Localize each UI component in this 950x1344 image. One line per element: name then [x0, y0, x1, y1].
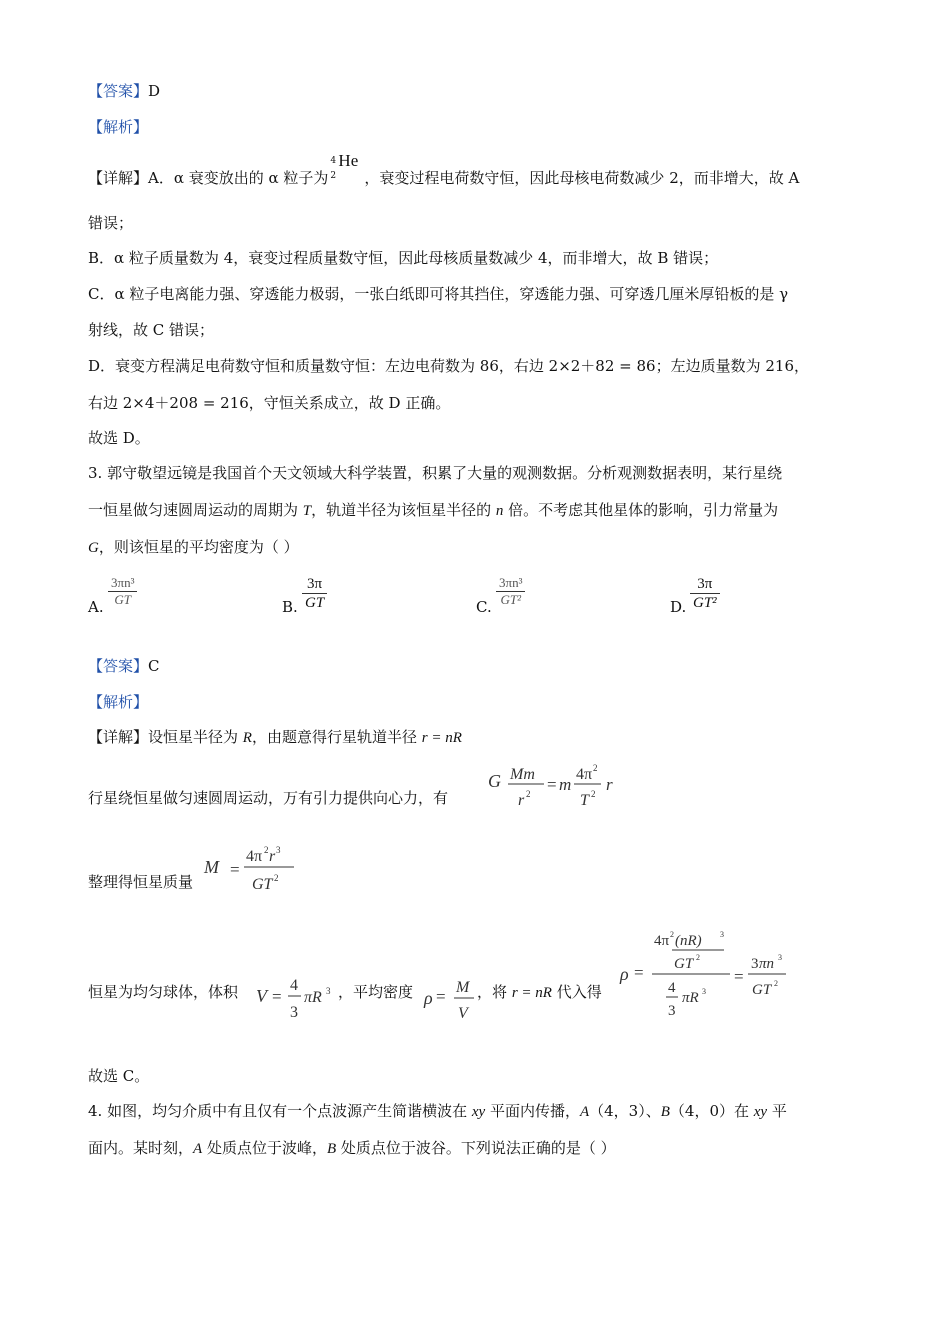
he-mass-number: 4 — [330, 156, 337, 166]
option-fraction — [496, 575, 525, 608]
he-symbol: He — [338, 151, 359, 170]
equation-graphic — [204, 845, 304, 897]
stem-text: 4. 如图，均匀介质中有且仅有一个点波源产生简谐横波在 — [88, 1102, 472, 1120]
stem-text: 处质点位于波谷。下列说法正确的是（ ） — [336, 1139, 616, 1157]
var-B: B — [660, 1104, 670, 1120]
option-label: B. — [282, 598, 298, 616]
svg-text:2: 2 — [274, 873, 279, 883]
answer-tag: 【答案】 — [88, 657, 149, 675]
var-xy: xy — [753, 1104, 768, 1120]
detail-text: 设恒星半径为 — [148, 728, 243, 746]
var-A: A — [579, 1104, 590, 1120]
q3-stem-2 — [88, 500, 778, 521]
svg-text:2: 2 — [593, 763, 598, 773]
stem-text: 倍。不考虑其他星体的影响，引力常量为 — [503, 501, 779, 519]
stem-text: ，轨道半径为该恒星半径的 — [311, 501, 496, 519]
var-A: A — [193, 1141, 203, 1157]
svg-text:ρ: ρ — [620, 964, 629, 984]
svg-text:GT: GT — [752, 982, 772, 998]
var-R: R — [242, 730, 252, 746]
volume-equation — [256, 972, 346, 1032]
fraction-numerator: 3π — [690, 575, 720, 594]
svg-text:=: = — [272, 987, 282, 1006]
svg-text:3: 3 — [668, 1003, 676, 1019]
svg-text:3: 3 — [702, 987, 706, 996]
equation-graphic — [424, 972, 484, 1028]
density-result-equation — [620, 928, 800, 1032]
detail-line-4: C．α 粒子电离能力强、穿透能力极弱，一张白纸即可将其挡住，穿透能力强、可穿透几厘米厚铅板的是 γ — [88, 285, 789, 303]
svg-text:4π: 4π — [654, 933, 670, 949]
fraction-denominator: GT² — [693, 595, 717, 611]
svg-text:2: 2 — [696, 953, 700, 962]
q3-detail-5: 故选 C。 — [88, 1067, 150, 1085]
svg-text:GT: GT — [674, 956, 694, 972]
svg-text:V: V — [256, 986, 267, 1006]
svg-text:πR: πR — [304, 989, 322, 1006]
fraction-numerator: 3πn³ — [108, 575, 137, 592]
fraction-numerator: 3πn³ — [496, 575, 525, 592]
detail-text: ，平均密度 — [338, 983, 414, 1001]
svg-text:=: = — [230, 860, 240, 879]
stem-text: 面内。某时刻， — [88, 1139, 194, 1157]
svg-text:(nR): (nR) — [675, 933, 702, 949]
detail-line-1 — [88, 151, 800, 188]
svg-text:=: = — [634, 963, 644, 982]
var-B: B — [326, 1141, 337, 1157]
option-label: D. — [670, 598, 687, 616]
detail-text: ，衰变过程电荷数守恒，因此母核电荷数减少 2，而非增大，故 A — [364, 169, 800, 187]
stem-text: （4，0）在 — [669, 1102, 754, 1120]
var-G: G — [88, 540, 99, 556]
svg-text:πR: πR — [682, 990, 699, 1006]
detail-line-7: 右边 2×4＋208 = 216，守恒关系成立，故 D 正确。 — [88, 394, 451, 412]
svg-text:3: 3 — [778, 953, 782, 962]
detail-text: 代入得 — [551, 983, 602, 1001]
detail-line-2: 错误； — [88, 214, 134, 232]
svg-text:T: T — [580, 792, 589, 809]
var-xy: xy — [471, 1104, 486, 1120]
answer-tag: 【答案】 — [88, 82, 149, 100]
q3-detail-1 — [88, 727, 462, 748]
stem-text: ，则该恒星的平均密度为（ ） — [98, 538, 299, 556]
fraction-denominator: GT — [305, 595, 325, 611]
option-fraction — [302, 575, 327, 612]
svg-text:πn: πn — [759, 956, 775, 972]
fraction-denominator: GT — [114, 592, 132, 607]
q3-detail-3: 整理得恒星质量 — [88, 873, 194, 891]
q3-analysis-tag: 【解析】 — [88, 693, 149, 711]
svg-text:r: r — [269, 848, 276, 865]
svg-text:M: M — [456, 979, 470, 996]
density-definition — [424, 972, 484, 1032]
svg-text:G: G — [488, 771, 501, 791]
mass-equation — [204, 845, 304, 901]
q3-stem-3 — [88, 537, 299, 558]
detail-text: ，由题意得行星轨道半径 — [251, 728, 422, 746]
svg-text:2: 2 — [670, 930, 674, 939]
q4-stem-2 — [88, 1138, 616, 1159]
answer-value: D — [148, 82, 161, 100]
svg-text:3: 3 — [326, 986, 331, 996]
svg-text:2: 2 — [264, 845, 269, 855]
stem-text: 一恒星做匀速圆周运动的周期为 — [88, 501, 303, 519]
stem-text: 平面内传播， — [485, 1102, 580, 1120]
inline-equation: r = nR — [421, 730, 462, 746]
helium-nuclide — [328, 151, 364, 183]
svg-text:3: 3 — [751, 956, 759, 972]
svg-text:r: r — [606, 775, 613, 794]
gravitation-equation — [488, 762, 628, 816]
detail-line-3: B．α 粒子质量数为 4，衰变过程质量数守恒，因此母核质量数减少 4，而非增大，故 B 错误； — [88, 249, 719, 267]
svg-text:r: r — [518, 792, 525, 809]
detail-line-8: 故选 D。 — [88, 429, 150, 447]
q4-stem-1 — [88, 1101, 787, 1122]
equation-graphic — [620, 928, 800, 1028]
detail-tag: 【详解】 — [88, 728, 149, 746]
svg-text:3: 3 — [290, 1004, 298, 1021]
he-charge-number: 2 — [330, 171, 337, 181]
svg-text:4: 4 — [290, 977, 298, 994]
answer-line — [88, 81, 160, 101]
svg-text:=: = — [547, 775, 557, 794]
svg-text:4π: 4π — [576, 766, 593, 783]
svg-text:4: 4 — [668, 980, 676, 996]
var-T: T — [302, 503, 312, 519]
svg-text:M: M — [204, 857, 219, 877]
detail-text: A．α 衰变放出的 α 粒子为 — [148, 169, 329, 187]
inline-equation: r = nR — [511, 985, 552, 1001]
option-fraction — [108, 575, 137, 608]
stem-text: 平 — [767, 1102, 787, 1120]
svg-text:4π: 4π — [246, 848, 263, 865]
answer-value: C — [148, 657, 160, 675]
svg-text:=: = — [436, 987, 446, 1006]
fraction-numerator: 3π — [302, 575, 327, 594]
svg-text:3: 3 — [720, 930, 724, 939]
detail-text: ，将 — [477, 983, 512, 1001]
fraction-denominator: GT² — [500, 592, 521, 607]
svg-text:2: 2 — [591, 789, 596, 799]
analysis-tag: 【解析】 — [88, 118, 149, 136]
svg-text:=: = — [734, 967, 744, 986]
detail-line-5: 射线，故 C 错误； — [88, 321, 215, 339]
svg-text:2: 2 — [774, 979, 778, 988]
q3-answer-line — [88, 656, 160, 676]
option-label: A. — [88, 598, 104, 616]
detail-tag: 【详解】 — [88, 169, 149, 187]
q3-stem-1: 3. 郭守敬望远镜是我国首个天文领域大科学装置，积累了大量的观测数据。分析观测数据表明，某行星绕 — [88, 464, 783, 482]
svg-text:2: 2 — [526, 789, 531, 799]
detail-text: 恒星为均匀球体，体积 — [88, 983, 239, 1001]
stem-text: 处质点位于波峰， — [202, 1139, 327, 1157]
stem-text: （4，3）、 — [589, 1102, 661, 1120]
equation-graphic — [488, 762, 628, 812]
svg-text:V: V — [458, 1005, 468, 1022]
q3-detail-2: 行星绕恒星做匀速圆周运动，万有引力提供向心力，有 — [88, 789, 449, 807]
svg-text:m: m — [559, 775, 572, 794]
svg-text:GT: GT — [252, 876, 273, 893]
option-fraction — [690, 575, 720, 612]
svg-text:Mm: Mm — [510, 766, 535, 783]
detail-line-6: D．衰变方程满足电荷数守恒和质量数守恒：左边电荷数为 86，右边 2×2＋82 = 86；左边质量数为 216， — [88, 357, 809, 375]
svg-text:3: 3 — [276, 845, 281, 855]
svg-text:ρ: ρ — [424, 988, 433, 1008]
equation-graphic — [256, 972, 346, 1028]
var-n: n — [495, 503, 504, 519]
option-label: C. — [476, 598, 492, 616]
